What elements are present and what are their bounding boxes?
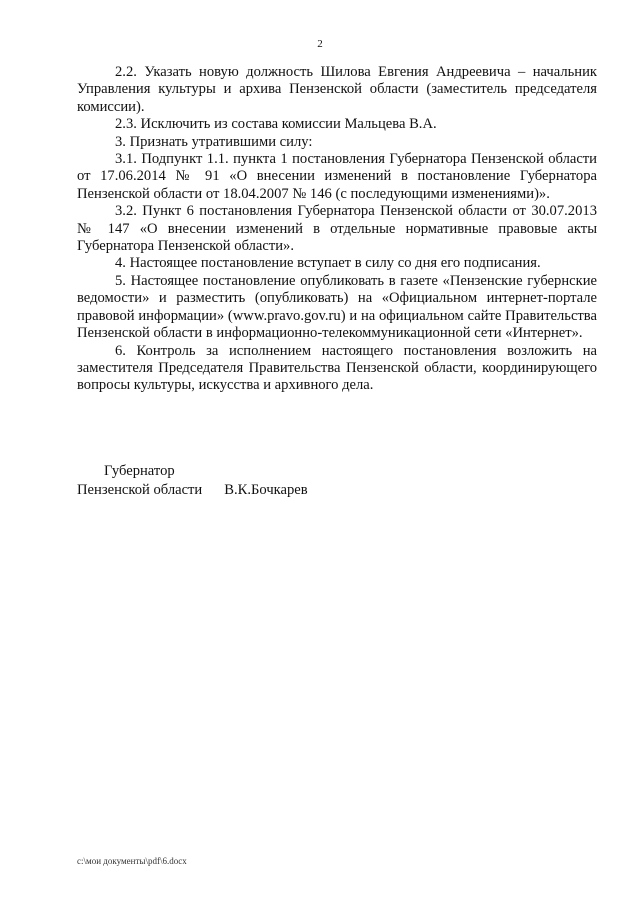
page-number: 2 [317,38,323,50]
paragraph-3-1: 3.1. Подпункт 1.1. пункта 1 постановления Губернатора Пензенской области от 17.06.2014 № 91 «О внесении изменений в постановление Губернатора Пензенской области от 18.04.2007 № 146 (с последующими изменениями)». [77,151,597,202]
signer-title-line1: Губернатор [104,463,175,479]
paragraph-5: 5. Настоящее постановление опубликовать в газете «Пензенские губернские ведомости» и разместить (опубликовать) на «Официальном интернет-портале правовой информации» (www.pravo.gov.ru) и на официальном сайте Правительства Пензенской области в информационно-телекоммуникационной сети «Интернет». [77,272,597,342]
signer-name: В.К.Бочкарев [224,482,308,498]
paragraph-6: 6. Контроль за исполнением настоящего постановления возложить на заместителя Председателя Правительства Пензенской области, координирующего вопросы культуры, искусства и архивного дела. [77,342,597,394]
paragraph-4: 4. Настоящее постановление вступает в силу со дня его подписания. [115,255,541,272]
signer-title-line2: Пензенской области [77,482,203,498]
paragraph-3: 3. Признать утратившими силу: [115,133,313,150]
paragraph-3-2: 3.2. Пункт 6 постановления Губернатора Пензенской области от 30.07.2013 № 147 «О внесении изменений в отдельные нормативные правовые акты Губернатора Пензенской области». [77,203,597,255]
paragraph-2-2: 2.2. Указать новую должность Шилова Евгения Андреевича – начальник Управления культуры и архива Пензенской области (заместитель председателя комиссии). [77,64,597,115]
footer-file-path: c:\мои документы\pdf\6.docx [77,856,187,866]
signer-row [77,481,308,500]
document-body [77,64,597,395]
paragraph-2-3: 2.3. Исключить из состава комиссии Мальцева В.А. [115,116,437,133]
signature-block [77,462,308,500]
